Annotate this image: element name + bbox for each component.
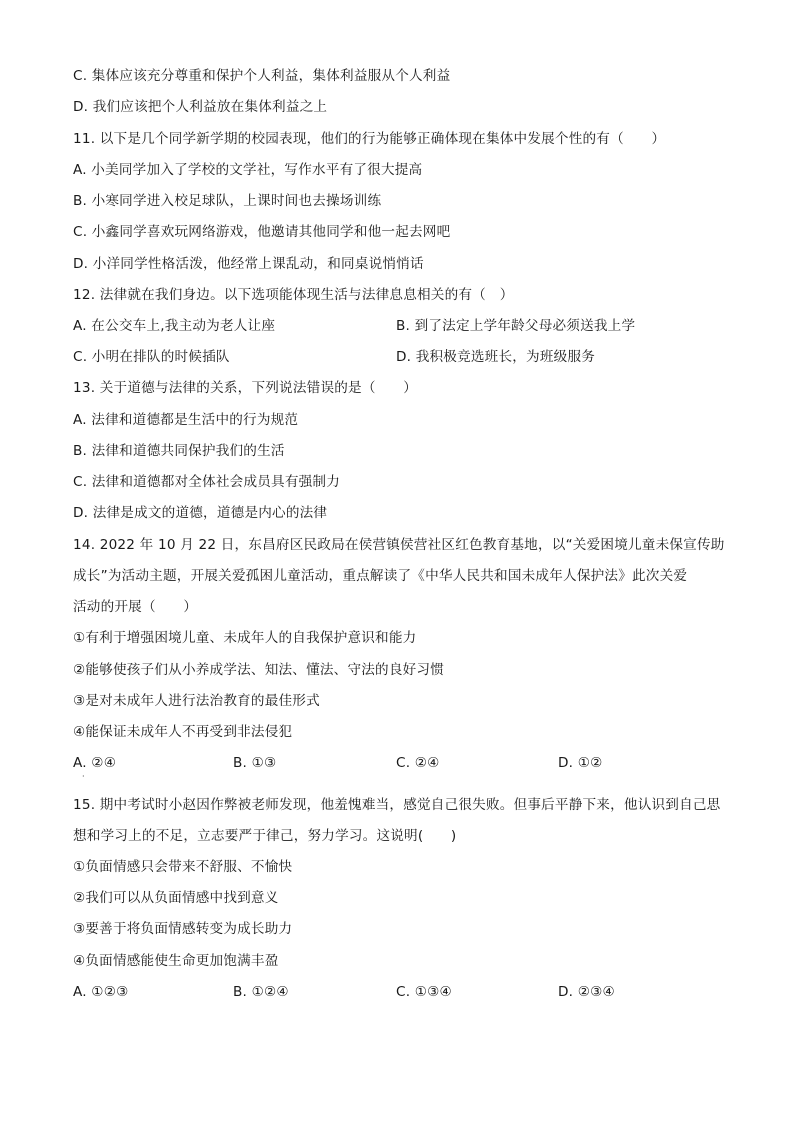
q15-option-c: C. ①③④ [396, 984, 452, 1000]
q15-option-b: B. ①②④ [233, 984, 289, 1000]
q14-statement-2: ②能够使孩子们从小养成学法、知法、懂法、守法的良好习惯 [73, 662, 445, 678]
q10-option-c: C. 集体应该充分尊重和保护个人利益，集体利益服从个人利益 [73, 68, 451, 84]
q14-stem-line-3: 活动的开展（ ） [73, 599, 198, 615]
q12-stem: 12. 法律就在我们身边。以下选项能体现生活与法律息息相关的有（ ） [73, 287, 514, 303]
q15-option-a: A. ①②③ [73, 984, 129, 1000]
q15-statement-2: ②我们可以从负面情感中找到意义 [73, 890, 279, 906]
q11-stem: 11. 以下是几个同学新学期的校园表现，他们的行为能够正确体现在集体中发展个性的有（ ） [73, 131, 666, 147]
q15-stem-line-1: 15. 期中考试时小赵因作弊被老师发现，他羞愧难当，感觉自己很失败。但事后平静下来，他认识到自己思 [73, 797, 721, 813]
q11-option-c: C. 小鑫同学喜欢玩网络游戏，他邀请其他同学和他一起去网吧 [73, 224, 451, 240]
q12-option-a: A. 在公交车上,我主动为老人让座 [73, 318, 276, 334]
q14-option-a: A. ②④ [73, 755, 117, 771]
q10-option-d: D. 我们应该把个人利益放在集体利益之上 [73, 99, 328, 115]
q14-option-d: D. ①② [558, 755, 603, 771]
q13-option-b: B. 法律和道德共同保护我们的生活 [73, 443, 285, 459]
stray-dot-mark: · [82, 772, 85, 781]
q12-option-d: D. 我积极竞选班长，为班级服务 [396, 349, 596, 365]
q15-statement-4: ④负面情感能使生命更加饱满丰盈 [73, 953, 279, 969]
q11-option-a: A. 小美同学加入了学校的文学社，写作水平有了很大提高 [73, 162, 423, 178]
q13-stem: 13. 关于道德与法律的关系，下列说法错误的是（ ） [73, 380, 417, 396]
q12-option-c: C. 小明在排队的时候插队 [73, 349, 230, 365]
q15-option-d: D. ②③④ [558, 984, 615, 1000]
q14-option-b: B. ①③ [233, 755, 277, 771]
q15-statement-1: ①负面情感只会带来不舒服、不愉快 [73, 859, 293, 875]
q13-option-a: A. 法律和道德都是生活中的行为规范 [73, 412, 299, 428]
q14-stem-line-2: 成长”为活动主题，开展关爱孤困儿童活动，重点解读了《中华人民共和国未成年人保护法》此次关爱 [73, 568, 688, 584]
q12-option-b: B. 到了法定上学年龄父母必须送我上学 [396, 318, 636, 334]
q11-option-b: B. 小寒同学进入校足球队，上课时间也去操场训练 [73, 193, 382, 209]
q14-stem-line-1: 14. 2022 年 10 月 22 日，东昌府区民政局在侯营镇侯营社区红色教育基地，以“关爱困境儿童未保宣传助 [73, 537, 725, 553]
q15-stem-line-2: 想和学习上的不足，立志要严于律己，努力学习。这说明( ) [73, 828, 457, 844]
q14-option-c: C. ②④ [396, 755, 440, 771]
q15-statement-3: ③要善于将负面情感转变为成长助力 [73, 921, 293, 937]
q14-statement-4: ④能保证未成年人不再受到非法侵犯 [73, 724, 293, 740]
q11-option-d: D. 小洋同学性格活泼，他经常上课乱动，和同桌说悄悄话 [73, 256, 424, 272]
q14-statement-3: ③是对未成年人进行法治教育的最佳形式 [73, 693, 320, 709]
q13-option-d: D. 法律是成文的道德，道德是内心的法律 [73, 505, 328, 521]
q14-statement-1: ①有利于增强困境儿童、未成年人的自我保护意识和能力 [73, 630, 417, 646]
q13-option-c: C. 法律和道德都对全体社会成员具有强制力 [73, 474, 341, 490]
